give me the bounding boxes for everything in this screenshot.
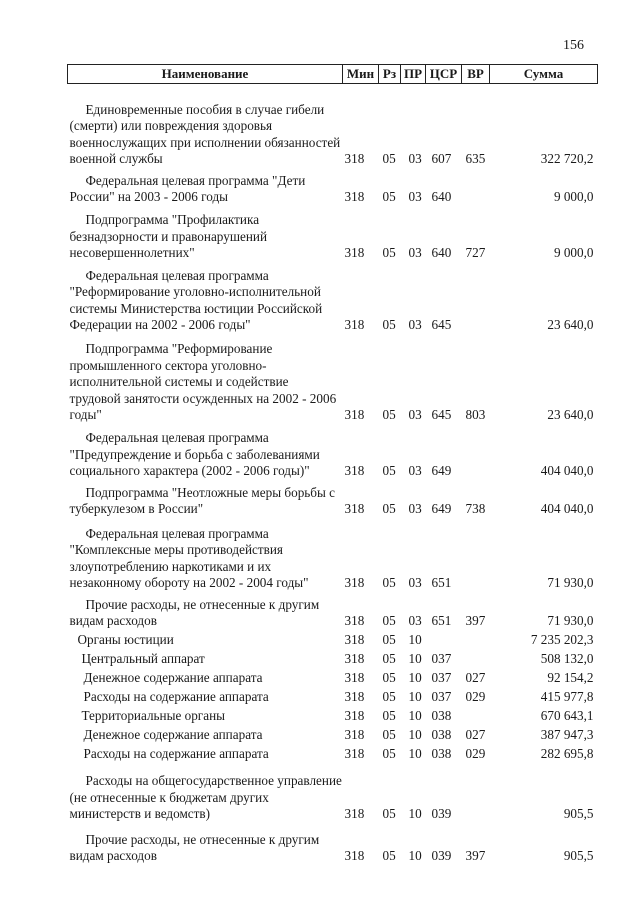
table-row bbox=[68, 725, 598, 744]
row-name: Расходы на содержание аппарата bbox=[83, 746, 269, 761]
row-vr: 029 bbox=[465, 689, 486, 704]
row-min: 318 bbox=[344, 151, 365, 166]
row-min: 318 bbox=[344, 670, 365, 685]
row-rz: 05 bbox=[382, 651, 396, 666]
row-rz: 05 bbox=[382, 189, 396, 204]
page-number: 156 bbox=[563, 38, 584, 53]
row-pr: 10 bbox=[408, 670, 422, 685]
row-pr: 03 bbox=[408, 613, 422, 628]
row-name: Прочие расходы, не отнесенные к другим видам расходов bbox=[69, 831, 320, 863]
row-vr bbox=[462, 649, 490, 668]
row-rz: 05 bbox=[382, 613, 396, 628]
row-rz: 05 bbox=[382, 463, 396, 478]
row-min: 318 bbox=[344, 317, 365, 332]
row-pr: 03 bbox=[408, 501, 422, 516]
row-csr: 039 bbox=[431, 848, 452, 863]
row-vr bbox=[462, 262, 490, 334]
row-rz: 05 bbox=[382, 670, 396, 685]
header-sum: Сумма bbox=[490, 65, 598, 84]
row-pr: 10 bbox=[408, 848, 422, 863]
row-rz: 05 bbox=[382, 727, 396, 742]
header-name: Наименование bbox=[68, 65, 343, 84]
row-sum: 387 947,3 bbox=[540, 727, 594, 742]
row-rz: 05 bbox=[382, 407, 396, 422]
header-vr: ВР bbox=[462, 65, 490, 84]
row-sum: 508 132,0 bbox=[540, 651, 594, 666]
row-csr: 037 bbox=[431, 651, 452, 666]
row-min: 318 bbox=[344, 407, 365, 422]
row-min: 318 bbox=[344, 189, 365, 204]
row-name: Федеральная целевая программа "Комплексные меры противодействия злоупотреблению наркотиками и их незаконному обороту на 2002 - 2004 годы" bbox=[69, 525, 309, 590]
row-min: 318 bbox=[344, 806, 365, 821]
row-name: Подпрограмма "Реформирование промышленного сектора уголовно-исполнительной системы и содействие трудовой занятости осужденных на 2002 - 2006 годы" bbox=[69, 341, 337, 422]
row-pr: 03 bbox=[408, 575, 422, 590]
row-rz: 05 bbox=[382, 501, 396, 516]
row-csr: 037 bbox=[431, 689, 452, 704]
row-csr: 651 bbox=[431, 613, 452, 628]
row-vr: 027 bbox=[465, 727, 486, 742]
row-sum: 905,5 bbox=[563, 806, 594, 821]
table-row bbox=[68, 518, 598, 592]
row-csr: 651 bbox=[431, 575, 452, 590]
row-rz: 05 bbox=[382, 746, 396, 761]
table-header-row bbox=[68, 65, 598, 84]
row-vr: 397 bbox=[465, 848, 486, 863]
row-min: 318 bbox=[344, 689, 365, 704]
row-name: Центральный аппарат bbox=[81, 651, 205, 666]
row-sum: 23 640,0 bbox=[547, 317, 594, 332]
table-row bbox=[68, 206, 598, 262]
row-csr: 640 bbox=[431, 189, 452, 204]
table-row bbox=[68, 480, 598, 518]
row-vr bbox=[462, 706, 490, 725]
table-row bbox=[68, 706, 598, 725]
table-row bbox=[68, 592, 598, 630]
row-csr: 649 bbox=[431, 463, 452, 478]
header-csr: ЦСР bbox=[426, 65, 462, 84]
row-pr: 10 bbox=[408, 689, 422, 704]
row-sum: 71 930,0 bbox=[547, 613, 594, 628]
row-csr: 649 bbox=[431, 501, 452, 516]
header-pr: ПР bbox=[401, 65, 426, 84]
row-vr: 727 bbox=[465, 245, 486, 260]
table-row bbox=[68, 334, 598, 424]
row-vr bbox=[462, 424, 490, 480]
row-vr: 635 bbox=[465, 151, 486, 166]
row-min: 318 bbox=[344, 727, 365, 742]
row-vr bbox=[462, 518, 490, 592]
row-pr: 03 bbox=[408, 407, 422, 422]
row-name: Органы юстиции bbox=[77, 632, 174, 647]
table-row bbox=[68, 744, 598, 763]
row-rz: 05 bbox=[382, 245, 396, 260]
row-vr: 027 bbox=[465, 670, 486, 685]
row-rz: 05 bbox=[382, 317, 396, 332]
row-name: Подпрограмма "Неотложные меры борьбы с туберкулезом в России" bbox=[69, 484, 336, 516]
table-row bbox=[68, 687, 598, 706]
row-name: Денежное содержание аппарата bbox=[83, 727, 263, 742]
row-pr: 10 bbox=[408, 632, 422, 647]
row-csr: 640 bbox=[431, 245, 452, 260]
table-row bbox=[68, 168, 598, 206]
row-sum: 404 040,0 bbox=[540, 501, 594, 516]
row-min: 318 bbox=[344, 463, 365, 478]
row-rz: 05 bbox=[382, 575, 396, 590]
row-csr: 645 bbox=[431, 407, 452, 422]
row-sum: 670 643,1 bbox=[540, 708, 594, 723]
row-pr: 03 bbox=[408, 189, 422, 204]
budget-table bbox=[67, 64, 598, 865]
row-sum: 282 695,8 bbox=[540, 746, 594, 761]
row-sum: 92 154,2 bbox=[547, 670, 594, 685]
row-sum: 71 930,0 bbox=[547, 575, 594, 590]
row-sum: 7 235 202,3 bbox=[530, 632, 594, 647]
row-csr: 039 bbox=[431, 806, 452, 821]
row-name: Прочие расходы, не отнесенные к другим видам расходов bbox=[69, 596, 320, 628]
row-min: 318 bbox=[344, 501, 365, 516]
row-rz: 05 bbox=[382, 689, 396, 704]
row-sum: 404 040,0 bbox=[540, 463, 594, 478]
row-name: Подпрограмма "Профилактика безнадзорности и правонарушений несовершеннолетних" bbox=[69, 212, 268, 260]
row-pr: 10 bbox=[408, 727, 422, 742]
row-name: Федеральная целевая программа "Дети России" на 2003 - 2006 годы bbox=[69, 172, 306, 204]
row-csr: 037 bbox=[431, 670, 452, 685]
table-row bbox=[68, 262, 598, 334]
row-min: 318 bbox=[344, 708, 365, 723]
header-min: Мин bbox=[343, 65, 379, 84]
row-rz: 05 bbox=[382, 632, 396, 647]
row-vr bbox=[462, 168, 490, 206]
row-rz: 05 bbox=[382, 848, 396, 863]
table-row bbox=[68, 84, 598, 168]
table-row bbox=[68, 823, 598, 865]
row-sum: 9 000,0 bbox=[553, 245, 594, 260]
row-vr: 029 bbox=[465, 746, 486, 761]
row-name: Территориальные органы bbox=[81, 708, 225, 723]
table-row bbox=[68, 763, 598, 823]
header-rz: Рз bbox=[379, 65, 401, 84]
row-sum: 23 640,0 bbox=[547, 407, 594, 422]
row-name: Расходы на содержание аппарата bbox=[83, 689, 269, 704]
row-pr: 10 bbox=[408, 746, 422, 761]
row-rz: 05 bbox=[382, 708, 396, 723]
row-sum: 905,5 bbox=[563, 848, 594, 863]
row-vr: 738 bbox=[465, 501, 486, 516]
row-sum: 415 977,8 bbox=[540, 689, 594, 704]
row-sum: 9 000,0 bbox=[553, 189, 594, 204]
row-min: 318 bbox=[344, 651, 365, 666]
row-rz: 05 bbox=[382, 151, 396, 166]
row-pr: 03 bbox=[408, 245, 422, 260]
row-csr bbox=[426, 630, 462, 649]
row-csr: 038 bbox=[431, 708, 452, 723]
row-pr: 03 bbox=[408, 463, 422, 478]
row-csr: 645 bbox=[431, 317, 452, 332]
row-pr: 03 bbox=[408, 151, 422, 166]
table-row bbox=[68, 424, 598, 480]
table-row bbox=[68, 630, 598, 649]
row-pr: 10 bbox=[408, 708, 422, 723]
row-min: 318 bbox=[344, 746, 365, 761]
row-min: 318 bbox=[344, 632, 365, 647]
row-csr: 038 bbox=[431, 746, 452, 761]
row-vr: 397 bbox=[465, 613, 486, 628]
table-row bbox=[68, 668, 598, 687]
row-min: 318 bbox=[344, 575, 365, 590]
row-name: Единовременные пособия в случае гибели (смерти) или повреждения здоровья военнослужащих при исполнении обязанностей военной службы bbox=[69, 101, 341, 166]
table-row bbox=[68, 649, 598, 668]
row-vr bbox=[462, 630, 490, 649]
row-vr: 803 bbox=[465, 407, 486, 422]
row-vr bbox=[462, 763, 490, 823]
row-pr: 10 bbox=[408, 651, 422, 666]
row-min: 318 bbox=[344, 245, 365, 260]
row-name: Федеральная целевая программа "Предупреждение и борьба с заболеваниями социального характера (2002 - 2006 годы)" bbox=[69, 430, 320, 478]
row-rz: 05 bbox=[382, 806, 396, 821]
row-min: 318 bbox=[344, 848, 365, 863]
row-sum: 322 720,2 bbox=[540, 151, 594, 166]
row-pr: 03 bbox=[408, 317, 422, 332]
row-csr: 038 bbox=[431, 727, 452, 742]
row-name: Денежное содержание аппарата bbox=[83, 670, 263, 685]
row-name: Федеральная целевая программа "Реформирование уголовно-исполнительной системы Министерства юстиции Российской Федерации на 2002 - 2006 годы" bbox=[69, 267, 323, 332]
row-name: Расходы на общегосударственное управление (не отнесенные к бюджетам других министерств и ведомств) bbox=[69, 773, 342, 821]
row-pr: 10 bbox=[408, 806, 422, 821]
row-csr: 607 bbox=[431, 151, 452, 166]
row-min: 318 bbox=[344, 613, 365, 628]
